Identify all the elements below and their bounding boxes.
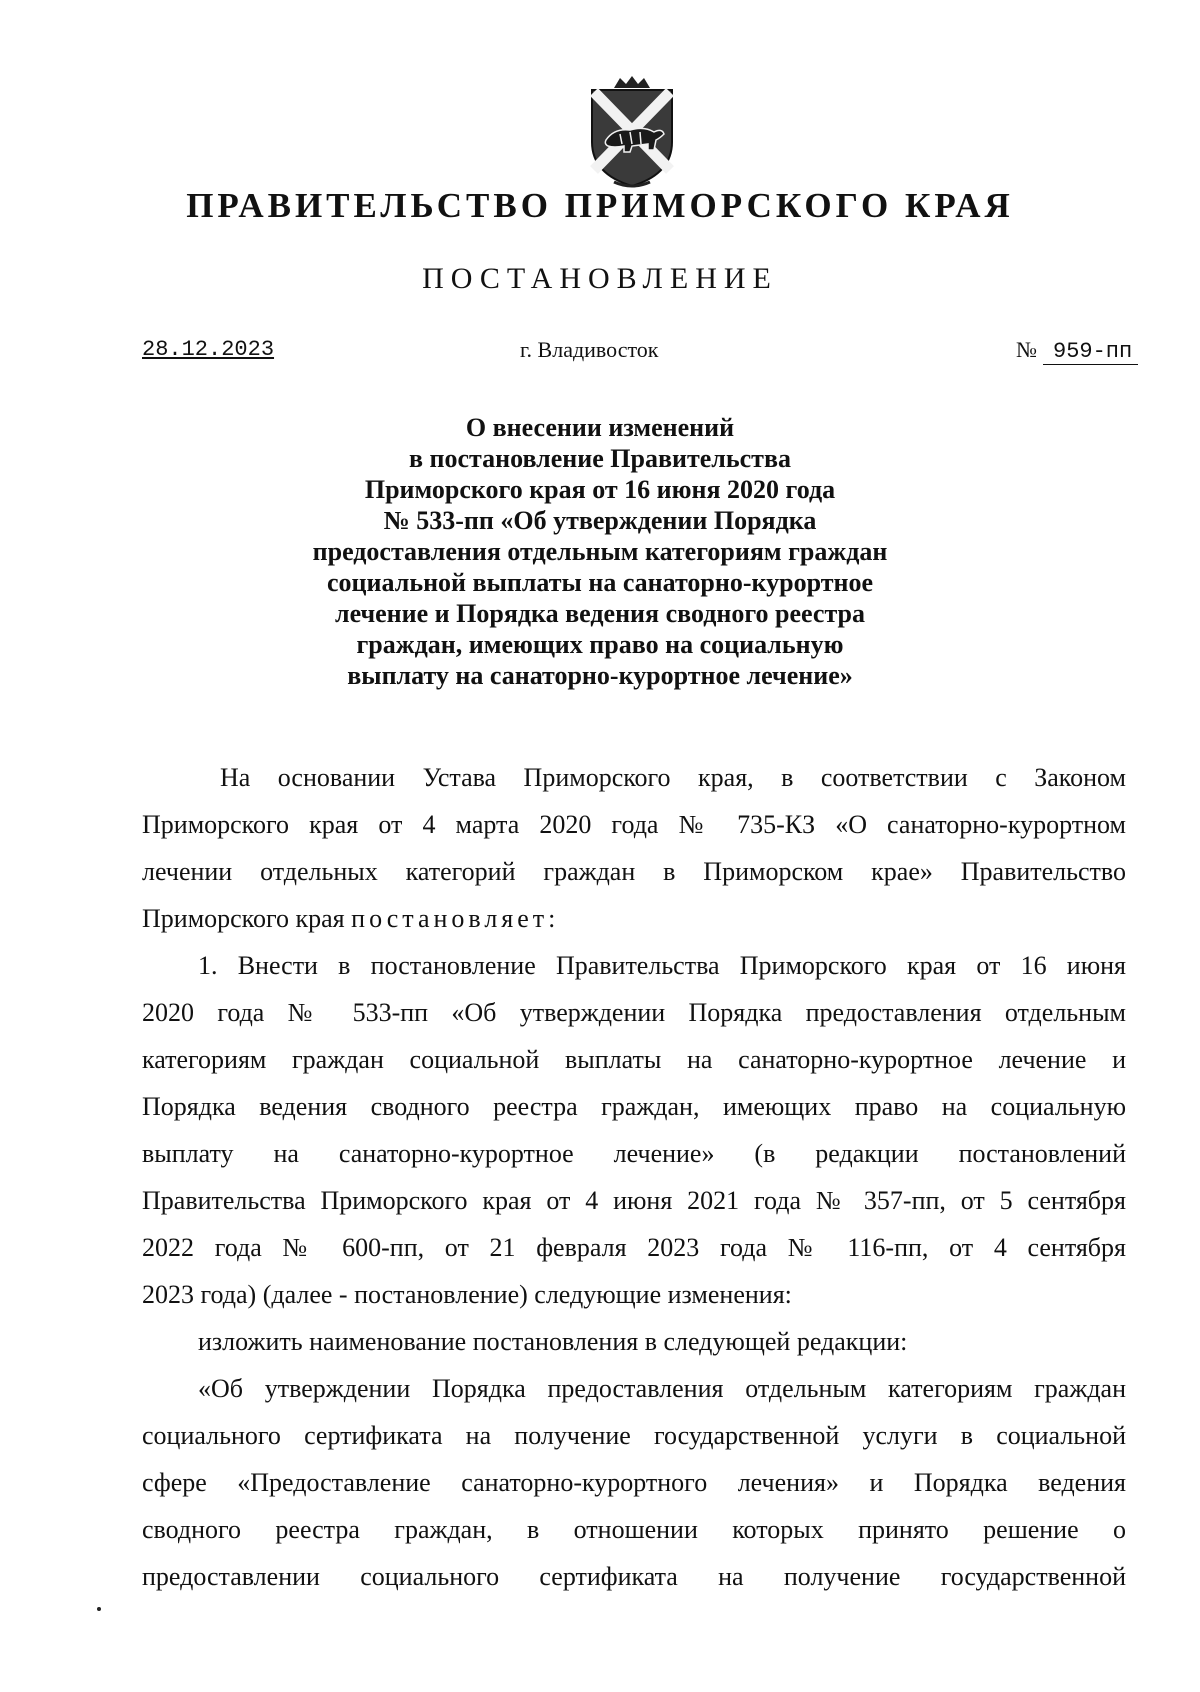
number-value: 959-пп (1043, 339, 1138, 365)
text-line: сфере «Предоставление санаторно-курортного лечения» и Порядка ведения (142, 1468, 1126, 1497)
heading-line: предоставления отдельным категориям граждан (312, 537, 888, 566)
document-type: ПОСТАНОВЛЕНИЕ (422, 262, 778, 295)
text-line: категориям граждан социальной выплаты на санаторно-курортное лечение и (142, 1045, 1126, 1074)
document-heading (200, 412, 1000, 691)
heading-line: граждан, имеющих право на социальную (356, 630, 844, 659)
paragraph-instruction (142, 1318, 1126, 1365)
paragraph-preamble (142, 754, 1126, 942)
heading-line: № 533-пп «Об утверждении Порядка (383, 506, 817, 535)
text-line: выплату на санаторно-курортное лечение» (в редакции постановлений (142, 1139, 1126, 1168)
coat-of-arms-icon (584, 74, 680, 190)
text-line: На основании Устава Приморского края, в соответствии с Законом (220, 763, 1126, 792)
text-line: 1. Внести в постановление Правительства Приморского края от 16 июня (198, 951, 1126, 980)
paragraph-new-title (142, 1365, 1126, 1600)
document-body (142, 754, 1126, 1600)
heading-line: О внесении изменений (465, 413, 735, 442)
heading-line: лечение и Порядка ведения сводного реестра (334, 599, 865, 628)
document-date: 28.12.2023 (142, 337, 275, 362)
text-line: 2023 года) (далее - постановление) следующие изменения: (142, 1280, 792, 1309)
resolves-prefix: Приморского края (142, 904, 352, 933)
heading-line: социальной выплаты на санаторно-курортное (327, 568, 873, 597)
text-line: Порядка ведения сводного реестра граждан, имеющих право на социальную (142, 1092, 1126, 1121)
heading-line: в постановление Правительства (408, 444, 791, 473)
document-number (1016, 337, 1138, 364)
government-title: ПРАВИТЕЛЬСТВО ПРИМОРСКОГО КРАЯ (186, 186, 1014, 225)
document-city: г. Владивосток (520, 337, 659, 362)
text-line: изложить наименование постановления в следующей редакции: (198, 1327, 908, 1356)
heading-line: Приморского края от 16 июня 2020 года (364, 475, 836, 504)
text-line (142, 895, 1126, 942)
text-line: предоставлении социального сертификата на получение государственной (142, 1562, 1126, 1591)
text-line: сводного реестра граждан, в отношении которых принято решение о (142, 1515, 1126, 1544)
scan-speck (97, 1607, 101, 1611)
text-line: 2020 года № 533-пп «Об утверждении Порядка предоставления отдельным (142, 998, 1126, 1027)
paragraph-item-1 (142, 942, 1126, 1318)
text-line: лечении отдельных категорий граждан в Приморском крае» Правительство (142, 857, 1126, 886)
heading-line: выплату на санаторно-курортное лечение» (347, 661, 853, 690)
text-line: Правительства Приморского края от 4 июня 2021 года № 357-пп, от 5 сентября (142, 1186, 1126, 1215)
number-sign: № (1016, 337, 1037, 362)
text-line: 2022 года № 600-пп, от 21 февраля 2023 года № 116-пп, от 4 сентября (142, 1233, 1126, 1262)
text-line: «Об утверждении Порядка предоставления отдельным категориям граждан (198, 1374, 1126, 1403)
resolves-word: постановляет: (351, 904, 560, 933)
text-line: Приморского края от 4 марта 2020 года № 735-КЗ «О санаторно-курортном (142, 810, 1126, 839)
text-line: социального сертификата на получение государственной услуги в социальной (142, 1421, 1126, 1450)
